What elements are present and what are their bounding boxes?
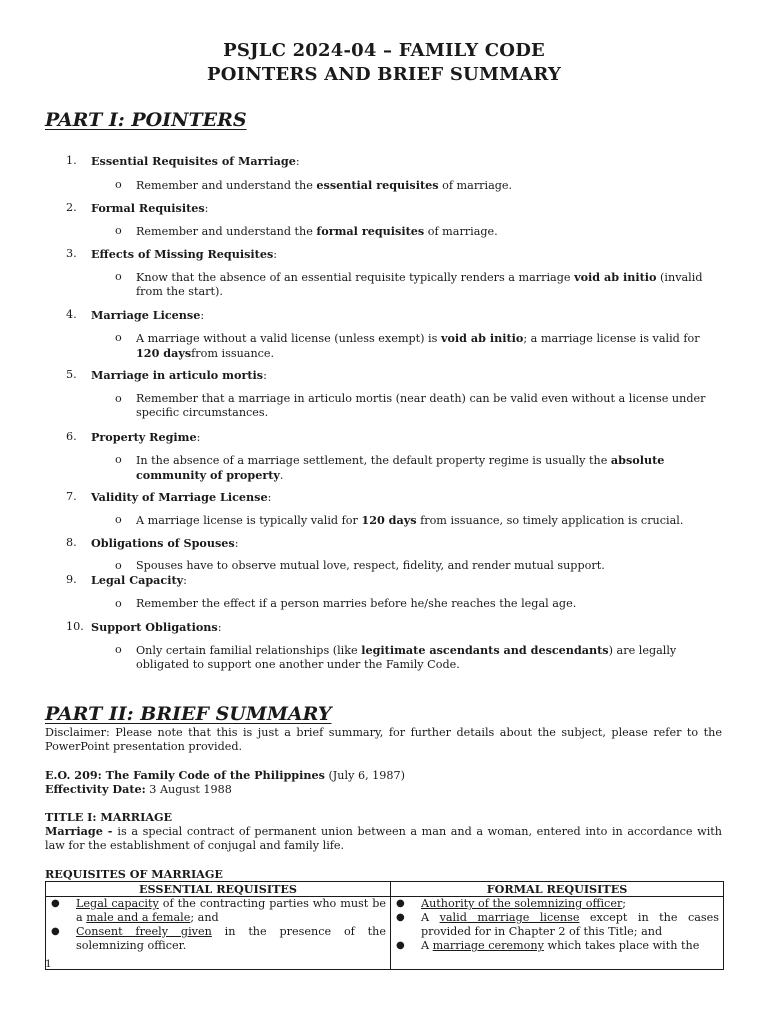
bullet-dot: ● (396, 940, 405, 951)
title1-heading: TITLE I: MARRIAGE (45, 810, 173, 824)
pointer-title: Effects of Missing Requisites: (91, 247, 278, 261)
pointer-number: 4. (66, 308, 77, 321)
effectivity-date: 3 August 1988 (145, 783, 232, 796)
pointer-number: 9. (66, 573, 77, 586)
formal-item-ceremony: ● A marriage ceremony which takes place with the (396, 939, 700, 952)
pointer-number: 2. (66, 201, 77, 214)
bullet-marker: o (115, 178, 122, 191)
pointer-title: Marriage in articulo mortis: (91, 368, 267, 382)
essential-item-legal-capacity: ● Legal capacity of the contracting parties who must be a male and a female; and (51, 897, 386, 924)
pointer-title: Marriage License: (91, 308, 205, 322)
bullet-marker: o (115, 643, 122, 656)
document-title-line-1: PSJLC 2024-04 – FAMILY CODE (223, 40, 545, 61)
pointer-title: Validity of Marriage License: (91, 490, 272, 504)
pointer-number: 5. (66, 368, 77, 381)
pointer-number: 6. (66, 430, 77, 443)
requisites-table (45, 881, 724, 970)
formal-item-authority: ● Authority of the solemnizing officer; (396, 897, 627, 910)
pointer-title: Essential Requisites of Marriage: (91, 154, 300, 168)
bullet-marker: o (115, 597, 122, 610)
part1-heading: PART I: POINTERS (45, 109, 247, 131)
pointer-bullet-text: Remember and understand the formal requisites of marriage. (136, 224, 498, 238)
requisites-table-header (46, 882, 724, 897)
pointer-title: Property Regime: (91, 430, 201, 444)
bullet-dot: ● (396, 898, 405, 909)
formal-item-license: ● A valid marriage license except in the cases provided for in Chapter 2 of this Title; and (396, 911, 719, 938)
pointer-bullet-text: Only certain familial relationships (like legitimate ascendants and descendants) are legally obligated to support one another under the Family Code. (136, 643, 677, 671)
pointer-title: Formal Requisites: (91, 201, 209, 215)
formal-requisites-header: FORMAL REQUISITES (391, 882, 724, 897)
pointer-bullet-text: Spouses have to observe mutual love, respect, fidelity, and render mutual support. (136, 559, 605, 572)
pointer-number: 1. (66, 154, 77, 167)
eo-title: E.O. 209: The Family Code of the Philippines (45, 768, 325, 782)
essential-requisites-cell (46, 897, 391, 970)
document-title-line-2: POINTERS AND BRIEF SUMMARY (206, 64, 562, 85)
bullet-dot: ● (51, 898, 60, 909)
essential-requisites-header: ESSENTIAL REQUISITES (46, 882, 391, 897)
bullet-dot: ● (51, 926, 60, 937)
pointer-bullet-text: Know that the absence of an essential requisite typically renders a marriage void ab initio (invalid from the start). (136, 270, 703, 298)
eo-date: (July 6, 1987) (324, 769, 406, 782)
pointer-bullet-text: A marriage license is typically valid for 120 days from issuance, so timely application is crucial. (136, 513, 684, 527)
marriage-term: Marriage - (45, 824, 118, 838)
essential-item-consent: ● Consent freely given in the presence of the solemnizing officer. (51, 925, 386, 952)
pointer-bullet-text: Remember the effect if a person marries before he/she reaches the legal age. (136, 597, 577, 610)
effectivity-line (45, 782, 722, 797)
page-number: 1 (45, 958, 52, 970)
bullet-marker: o (115, 453, 122, 466)
eo-line (45, 768, 722, 783)
pointer-number: 8. (66, 536, 77, 549)
pointer-bullet-text: In the absence of a marriage settlement, the default property regime is usually the absolute community of property. (136, 453, 665, 482)
pointer-number: 7. (66, 490, 77, 503)
pointer-title: Obligations of Spouses: (91, 536, 239, 550)
pointer-title: Support Obligations: (91, 620, 222, 634)
formal-requisites-cell (391, 897, 724, 970)
pointer-number: 3. (66, 247, 77, 260)
bullet-marker: o (115, 513, 122, 526)
marriage-definition-text: is a special contract of permanent union between a man and a woman, entered into in accordance with law for the establishment of conjugal and family life. (45, 825, 722, 852)
requisites-heading: REQUISITES OF MARRIAGE (45, 867, 223, 881)
bullet-marker: o (115, 331, 122, 344)
part2-heading: PART II: BRIEF SUMMARY (45, 703, 332, 725)
bullet-dot: ● (396, 912, 405, 923)
pointer-bullet-text: A marriage without a valid license (unless exempt) is void ab initio; a marriage license is valid for 120 daysfrom issuance. (136, 331, 700, 360)
pointer-number: 10. (66, 620, 84, 633)
disclaimer: Disclaimer: Please note that this is just a brief summary, for further details about the subject, please refer to the PowerPoint presentation provided. (45, 726, 722, 753)
bullet-marker: o (115, 224, 122, 237)
effectivity-label: Effectivity Date: (45, 782, 146, 796)
requisites-table-row (46, 897, 724, 970)
bullet-marker: o (115, 270, 122, 283)
marriage-definition (45, 824, 722, 853)
pointer-bullet-text: Remember that a marriage in articulo mortis (near death) can be valid even without a license under specific circumstances. (136, 392, 706, 419)
bullet-marker: o (115, 392, 122, 405)
pointer-title: Legal Capacity: (91, 573, 187, 587)
bullet-marker: o (115, 559, 122, 572)
pointer-bullet-text: Remember and understand the essential requisites of marriage. (136, 178, 513, 192)
